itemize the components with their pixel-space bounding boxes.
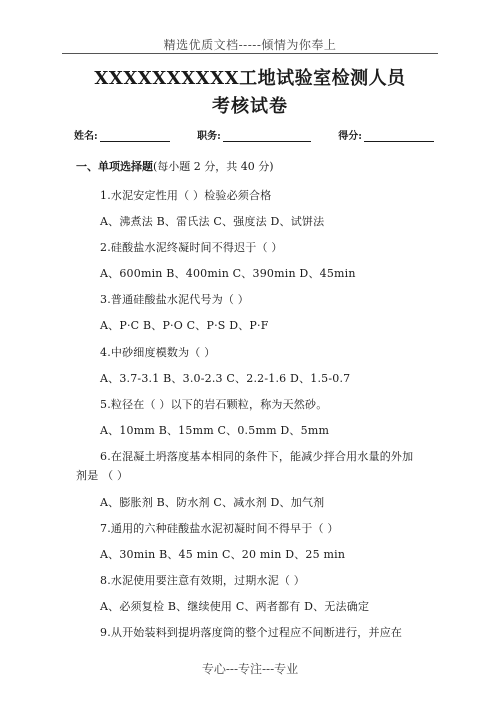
post-label: 职务: xyxy=(197,131,221,142)
question-4: 4.中砂细度模数为（ ） xyxy=(100,346,216,359)
section-title: 一、单项选择题 xyxy=(76,160,153,173)
footer-banner: 专心---专注---专业 xyxy=(201,662,299,676)
question-5: 5.粒径在（ ）以下的岩石颗粒，称为天然砂。 xyxy=(100,398,328,411)
header-banner: 精选优质文档-----倾情为你奉上 xyxy=(163,38,337,52)
question-6-options: A、膨胀剂 B、防水剂 C、减水剂 D、加气剂 xyxy=(100,496,325,509)
question-8-options: A、必须复检 B、继续使用 C、两者都有 D、无法确定 xyxy=(100,600,370,613)
name-label: 姓名: xyxy=(74,131,98,142)
question-8: 8.水泥使用要注意有效期，过期水泥（ ） xyxy=(100,574,305,587)
header-divider xyxy=(62,53,438,54)
exam-title: XXXXXXXXXX工地试验室检测人员 xyxy=(94,68,406,89)
score-label: 得分: xyxy=(338,131,362,142)
score-field xyxy=(338,127,434,142)
examinee-info-row xyxy=(74,127,434,142)
question-2: 2.硅酸盐水泥终凝时间不得迟于（ ） xyxy=(100,241,283,254)
name-blank[interactable] xyxy=(100,131,170,142)
question-4-options: A、3.7-3.1 B、3.0-2.3 C、2.2-1.6 D、1.5-0.7 xyxy=(100,372,351,385)
question-7: 7.通用的六种硅酸盐水泥初凝时间不得早于（ ） xyxy=(100,522,339,535)
question-3: 3.普通硅酸盐水泥代号为（ ） xyxy=(100,293,249,306)
score-blank[interactable] xyxy=(364,131,434,142)
question-6: 6.在混凝土坍落度基本相同的条件下，能减少拌合用水量的外加 xyxy=(100,450,414,463)
name-field xyxy=(74,127,170,142)
question-6-continued: 剂是 （ ） xyxy=(76,469,129,482)
question-1-options: A、沸煮法 B、雷氏法 C、强度法 D、试饼法 xyxy=(100,215,325,228)
question-2-options: A、600min B、400min C、390min D、45min xyxy=(100,267,356,280)
post-blank[interactable] xyxy=(223,131,311,142)
question-5-options: A、10mm B、15mm C、0.5mm D、5mm xyxy=(100,424,330,437)
question-9: 9.从开始装料到提坍落度筒的整个过程应不间断进行，并应在 xyxy=(100,626,403,639)
question-1: 1.水泥安定性用（ ）检验必须合格 xyxy=(100,189,272,202)
section-heading xyxy=(76,158,274,174)
question-3-options: A、P·C B、P·O C、P·S D、P·F xyxy=(100,319,269,332)
question-7-options: A、30min B、45 min C、20 min D、25 min xyxy=(100,548,346,561)
section-note: (每小题 2 分，共 40 分) xyxy=(153,160,274,173)
post-field xyxy=(197,127,311,142)
exam-subtitle: 考核试卷 xyxy=(212,96,288,117)
